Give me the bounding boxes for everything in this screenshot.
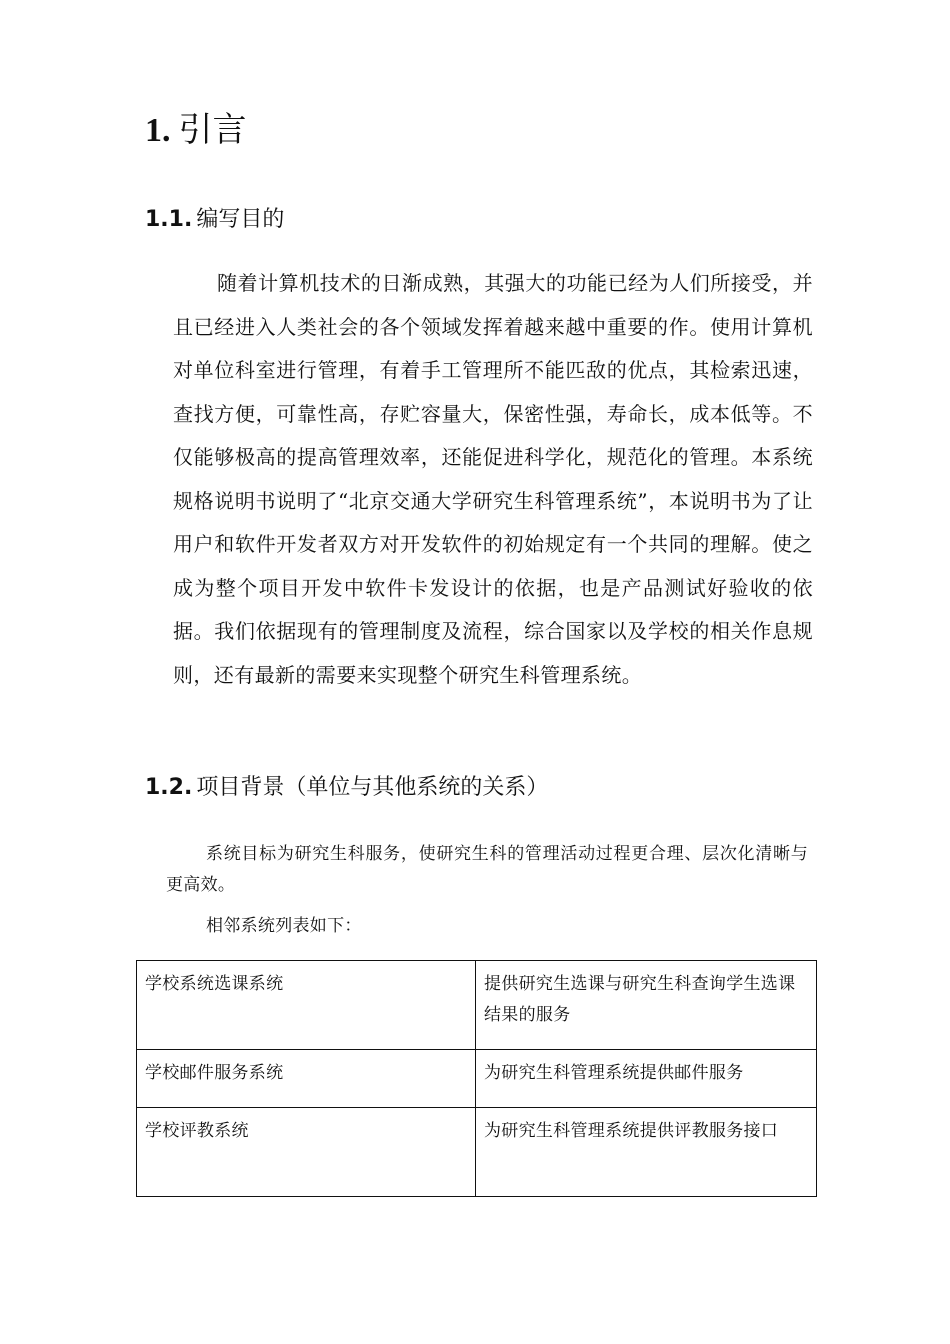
system-description-cell: 为研究生科管理系统提供评教服务接口: [476, 1108, 817, 1197]
system-description-cell: 提供研究生选课与研究生科查询学生选课结果的服务: [476, 961, 817, 1050]
purpose-paragraph: 随着计算机技术的日渐成熟，其强大的功能已经为人们所接受，并且已经进入人类社会的各个领域发挥着越来越中重要的作。使用计算机对单位科室进行管理，有着手工管理所不能匹敌的优点，其检索迅速，查找方便，可靠性高，存贮容量大，保密性强，寿命长，成本低等。不仅能够极高的提高管理效率，还能促进科学化，规范化的管理。本系统规格说明书说明了“北京交通大学研究生科管理系统”，本说明书为了让用户和软件开发者双方对开发软件的初始规定有一个共同的理解。使之成为整个项目开发中软件卡发设计的依据，也是产品测试好验收的依据。我们依据现有的管理制度及流程，综合国家以及学校的相关作息规则，还有最新的需要来实现整个研究生科管理系统。: [173, 271, 813, 687]
system-description-cell: 为研究生科管理系统提供邮件服务: [476, 1050, 817, 1108]
background-paragraph: 系统目标为研究生科服务，使研究生科的管理活动过程更合理、层次化清晰与更高效。: [166, 844, 808, 895]
section-1-title: 引言: [178, 110, 247, 150]
table-row: [137, 1050, 817, 1108]
adjacent-systems-table: [136, 960, 817, 1197]
table-intro: 相邻系统列表如下：: [206, 916, 362, 936]
section-1-2-number: 1.2.: [145, 775, 193, 800]
section-1-2-heading: [145, 772, 548, 804]
table-row: [137, 961, 817, 1050]
system-name-cell: 学校系统选课系统: [137, 961, 476, 1050]
section-1-1-heading: [145, 204, 284, 236]
section-1-1-number: 1.1.: [145, 207, 193, 232]
section-1-heading: [145, 108, 247, 153]
section-1-1-title: 编写目的: [196, 207, 285, 232]
table-row: [137, 1108, 817, 1197]
system-name-cell: 学校邮件服务系统: [137, 1050, 476, 1108]
system-name-cell: 学校评教系统: [137, 1108, 476, 1197]
section-1-2-title: 项目背景（单位与其他系统的关系）: [196, 775, 549, 800]
section-1-number: 1.: [145, 112, 171, 149]
